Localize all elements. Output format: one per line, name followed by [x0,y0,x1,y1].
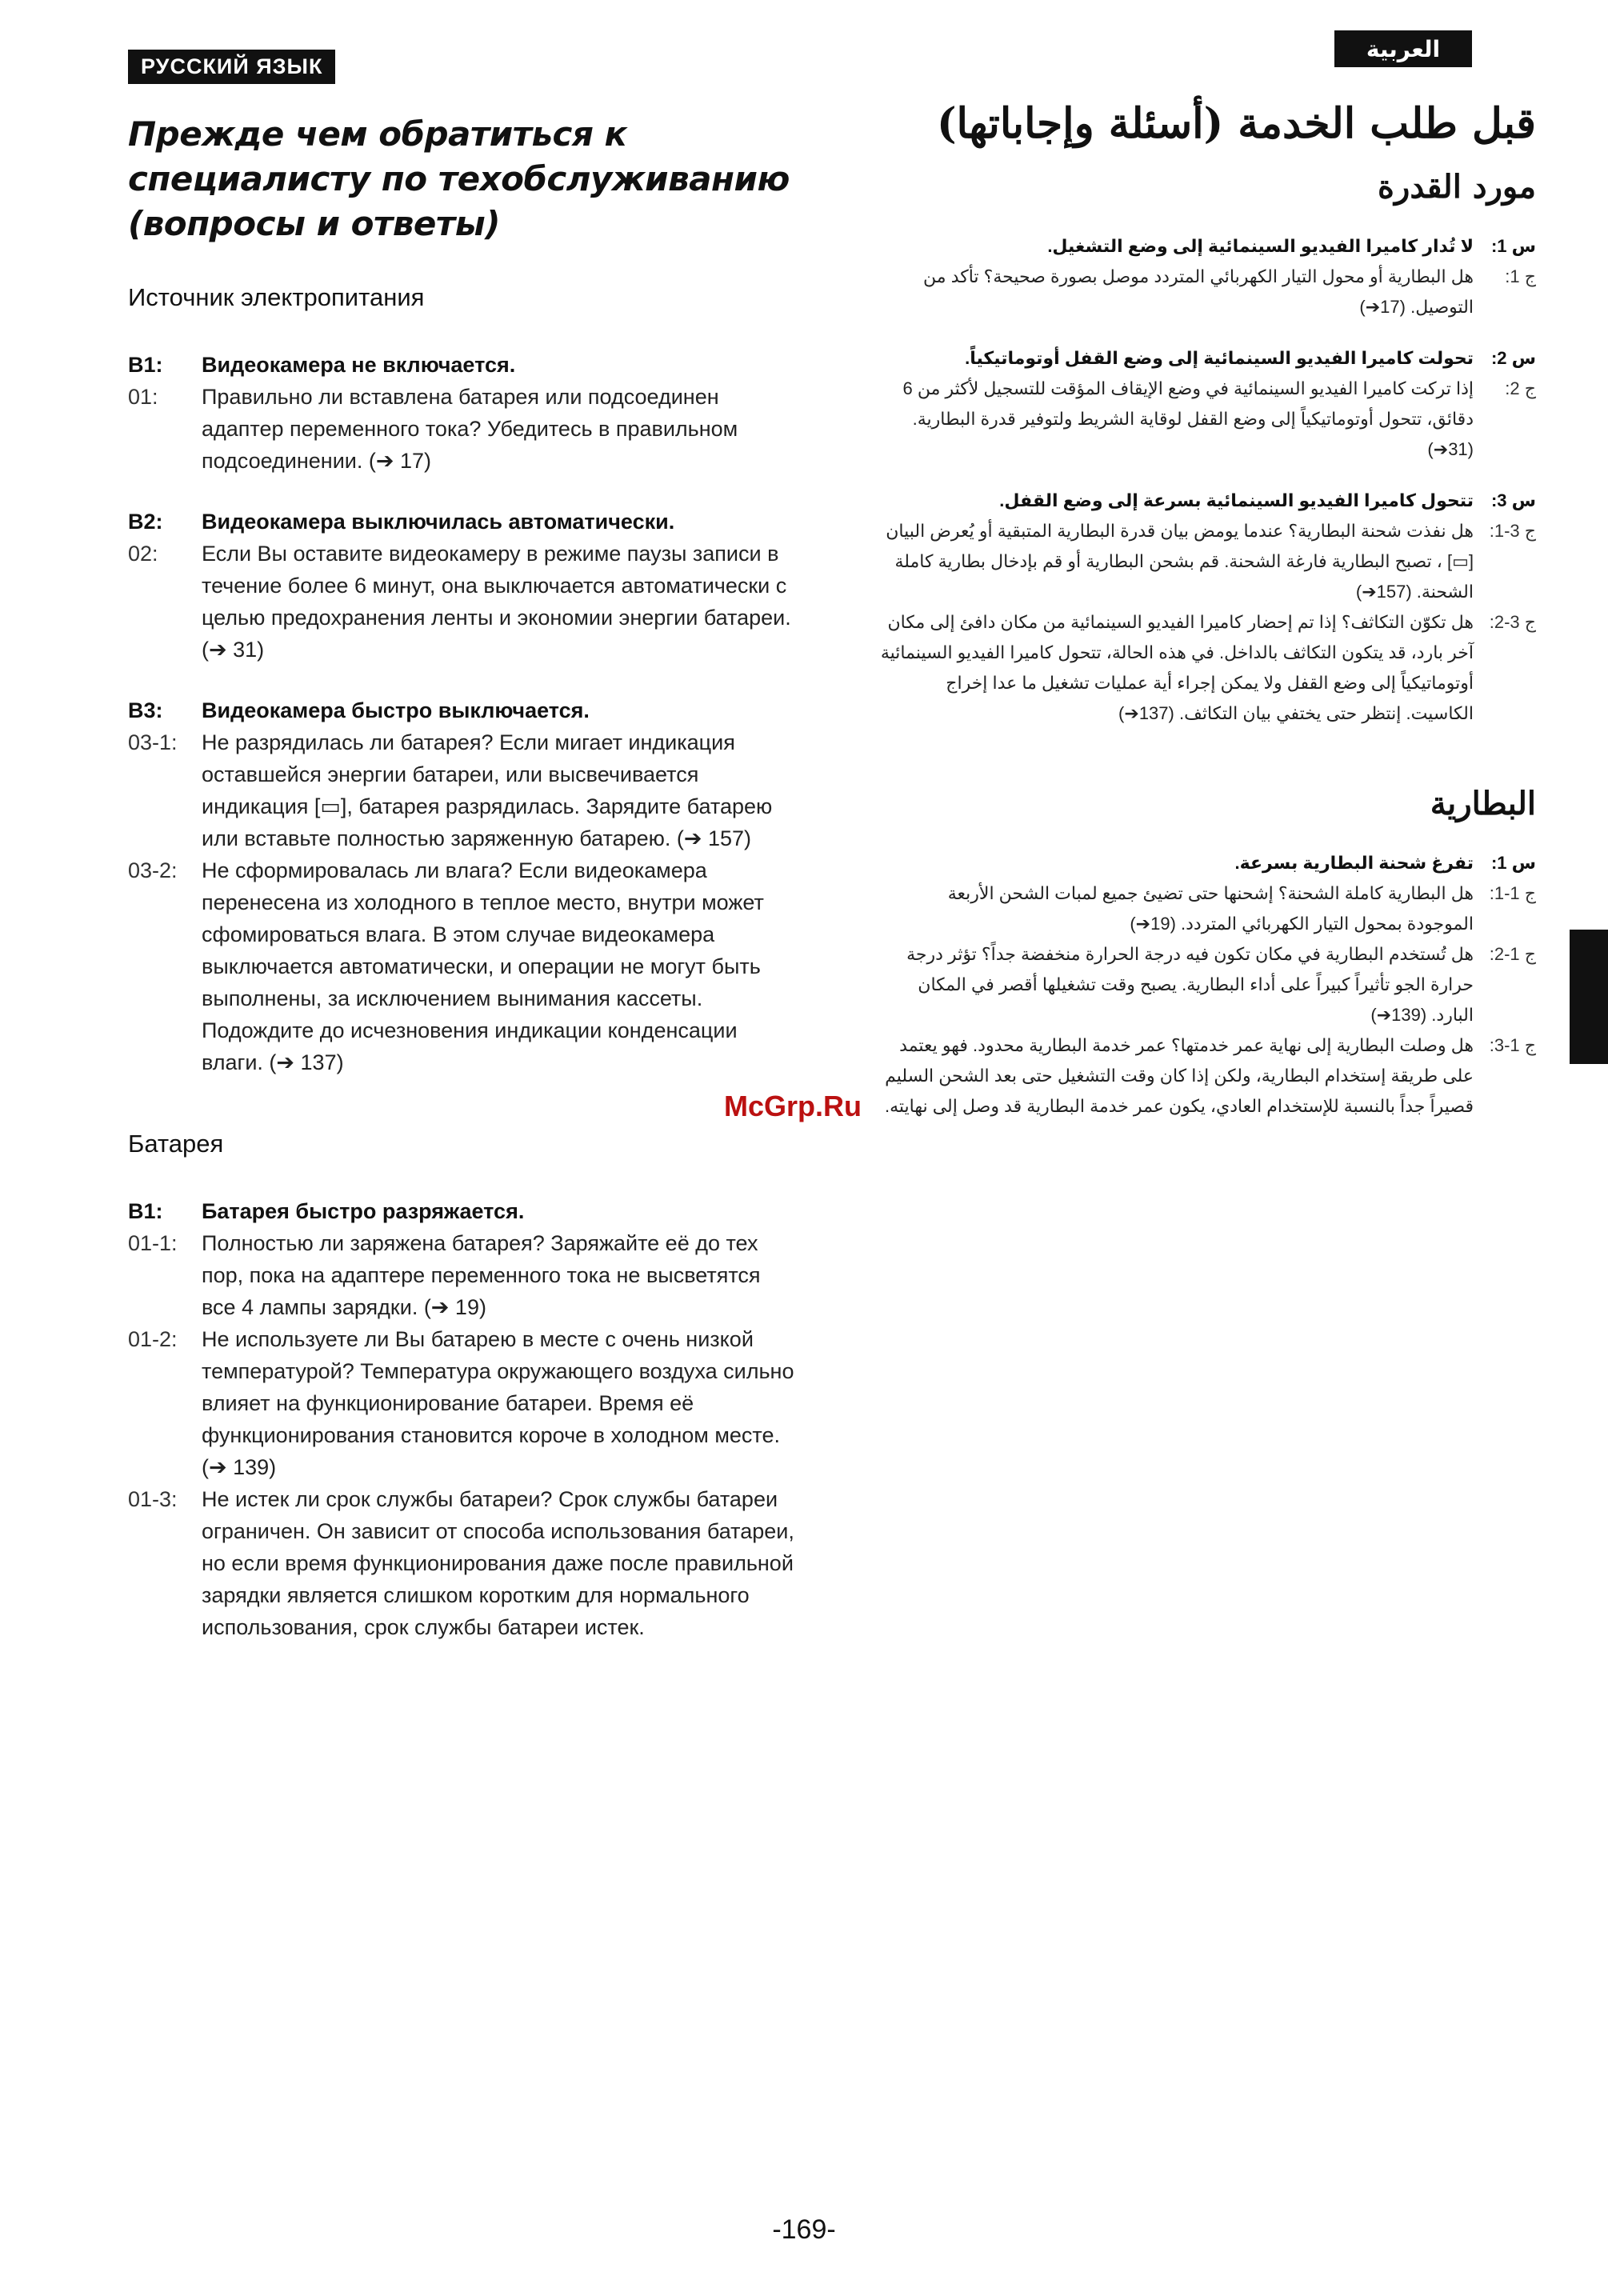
answer-number: ج 3-2: [1489,612,1536,632]
page-number: -169- [772,2214,836,2245]
question-row [880,231,1536,262]
qa-item [880,486,1536,729]
section-gap [880,750,1536,785]
qa-item [880,848,1536,1122]
qa-item [880,343,1536,465]
answer-text: Не разрядилась ли батарея? Если мигает индикация оставшейся энергии батареи, или высвечивается индикация [▭], батарея разрядилась. Зарядите батарею или вставьте полностью заряженную батарею. (➔ 157) [202,730,773,850]
arabic-column [880,96,1536,1142]
answer-text: Полностью ли заряжена батарея? Заряжайте её до тех пор, пока на адаптере переменного тока не высветятся все 4 лампы зарядки. (➔ 19) [202,1231,761,1319]
russian-sections [128,283,800,1643]
page-title-russian: Прежде чем обратиться к специалисту по техобслуживанию (вопросы и ответы) [128,114,790,243]
language-badge-arabic: العربية [1334,30,1472,67]
answer-row [128,1483,800,1643]
question-number: B3: [128,698,163,722]
answer-text: Не истек ли срок службы батареи? Срок службы батареи ограничен. Он зависит от способа использования батареи, но если время функционирования даже после правильной зарядки является слишком коротким для нормального использования, срок службы батареи истек. [202,1487,794,1639]
answer-number: ج 1-1: [1489,883,1536,903]
question-number: س 3: [1490,490,1536,510]
answer-text: Правильно ли вставлена батарея или подсоединен адаптер переменного тока? Убедитесь в правильном подсоединении. (➔ 17) [202,385,738,473]
answer-row [880,262,1536,322]
answer-row [128,381,800,477]
section-heading: Батарея [128,1130,224,1158]
question-text: Батарея быстро разряжается. [202,1199,525,1223]
qa-item [128,694,800,1078]
question-text: Видеокамера выключилась автоматически. [202,510,675,534]
answer-number: 01-2: [128,1327,178,1351]
section-heading: Источник электропитания [128,283,425,311]
answer-number: ج 1: [1505,266,1536,286]
question-row [880,848,1536,878]
answer-row [880,939,1536,1030]
question-row [880,486,1536,516]
question-text: تتحول كاميرا الفيديو السينمائية بسرعة إلى وضع القفل. [999,490,1474,510]
answer-row [128,1227,800,1323]
answer-number: 01-1: [128,1231,178,1255]
answer-row [880,374,1536,465]
answer-number: 01: [128,385,158,409]
answer-number: 01-3: [128,1487,178,1511]
answer-number: ج 3-1: [1489,521,1536,541]
question-number: س 2: [1490,348,1536,368]
answer-text: هل تُستخدم البطارية في مكان تكون فيه درجة الحرارة منخفضة جداً؟ تؤثر درجة حرارة الجو تأثيراً كبيراً على أداء البطارية. يصبح وقت تشغيلها أقصر في المكان البارد. (139➔) [906,944,1474,1025]
answer-row [128,1323,800,1483]
answer-text: هل نفذت شحنة البطارية؟ عندما يومض بيان قدرة البطارية المتبقية أو يُعرض البيان [▭] ، تصبح البطارية فارغة الشحنة. قم بشحن البطارية أو قم بإدخال بطارية كاملة الشحنة. (157➔) [886,521,1474,602]
question-row [128,1195,800,1227]
answer-number: ج 1-3: [1489,1035,1536,1055]
page-title-arabic: قبل طلب الخدمة (أسئلة وإجاباتها) [936,99,1536,148]
answer-number: 03-2: [128,858,178,882]
answer-text: Если Вы оставите видеокамеру в режиме паузы записи в течение более 6 минут, она выключается автоматически с целью предохранения ленты и экономии энергии батареи. (➔ 31) [202,542,791,662]
question-row [128,694,800,726]
answer-row [880,1030,1536,1122]
answer-row [880,607,1536,729]
question-row [880,343,1536,374]
question-text: تفرغ شحنة البطارية بسرعة. [1234,853,1474,873]
answer-text: إذا تركت كاميرا الفيديو السينمائية في وضع الإيقاف المؤقت للتسجيل لأكثر من 6 دقائق، تتحول أوتوماتيكياً إلى وضع القفل لوقاية الشريط ولتوفير قدرة البطارية. (31➔) [902,378,1474,459]
answer-text: Не сформировалась ли влага? Если видеокамера перенесена из холодного в теплое место, внутри может сфомироваться влага. В этом случае видеокамера выключается автоматически, и операции не могут быть выполнены, за исключением вынимания кассеты. Подождите до исчезновения индикации конденсации влаги. (➔ 137) [202,858,764,1074]
arabic-sections [880,168,1536,1122]
side-tab-marker [1570,930,1608,1064]
language-badge-russian: РУССКИЙ ЯЗЫК [128,50,335,84]
answer-number: 03-1: [128,730,178,754]
answer-text: Не используете ли Вы батарею в месте с очень низкой температурой? Температура окружающего воздуха сильно влияет на функционирование батареи. Время её функционирования становится короче в холодном месте. (➔ 139) [202,1327,794,1479]
section-gap [128,1107,800,1130]
qa-item [128,349,800,477]
answer-row [880,516,1536,607]
question-number: B1: [128,353,163,377]
answer-number: 02: [128,542,158,566]
qa-item [128,1195,800,1643]
answer-text: هل البطارية كاملة الشحنة؟ إشحنها حتى تضيئ جميع لمبات الشحن الأربعة الموجودة بمحول التيار الكهربائي المتردد. (19➔) [947,883,1474,934]
answer-text: هل وصلت البطارية إلى نهاية عمر خدمتها؟ عمر خدمة البطارية محدود. فهو يعتمد على طريقة إستخدام البطارية، ولكن إذا كان وقت التشغيل حتى بعد الشحن السليم قصيراً جداً بالنسبة للإستخدام العادي، يكون عمر خدمة البطارية قد وصل إلى نهايته. [884,1035,1474,1116]
question-row [128,349,800,381]
answer-row [880,878,1536,939]
answer-row [128,854,800,1078]
question-text: Видеокамера быстро выключается. [202,698,590,722]
section-heading: مورد القدرة [1378,168,1536,206]
answer-row [128,538,800,666]
answer-row [128,726,800,854]
question-number: B1: [128,1199,163,1223]
section-heading: البطارية [1430,785,1536,822]
question-number: س 1: [1490,236,1536,256]
answer-text: هل البطارية أو محول التيار الكهربائي المتردد موصل بصورة صحيحة؟ تأكد من التوصيل. (17➔) [923,266,1474,317]
qa-item [880,231,1536,322]
question-text: لا تُدار كاميرا الفيديو السينمائية إلى وضع التشغيل. [1047,236,1474,256]
answer-number: ج 2: [1505,378,1536,398]
question-text: تحولت كاميرا الفيديو السينمائية إلى وضع القفل أوتوماتيكياً. [965,348,1474,368]
question-row [128,506,800,538]
answer-text: هل تكوّن التكاثف؟ إذا تم إحضار كاميرا الفيديو السينمائية من مكان دافئ إلى مكان آخر بارد، قد يتكون التكاثف بالداخل. في هذه الحالة، تتحول كاميرا الفيديو السينمائية أوتوماتيكياً إلى وضع القفل ولا يمكن إجراء أية عمليات تشغيل ما عدا إخراج الكاسيت. إنتظر حتى يختفي بيان التكاثف. (137➔) [880,612,1474,723]
question-number: B2: [128,510,163,534]
answer-number: ج 1-2: [1489,944,1536,964]
russian-column [128,112,800,1672]
question-number: س 1: [1490,853,1536,873]
question-text: Видеокамера не включается. [202,353,516,377]
watermark: McGrp.Ru [724,1090,862,1122]
qa-item [128,506,800,666]
